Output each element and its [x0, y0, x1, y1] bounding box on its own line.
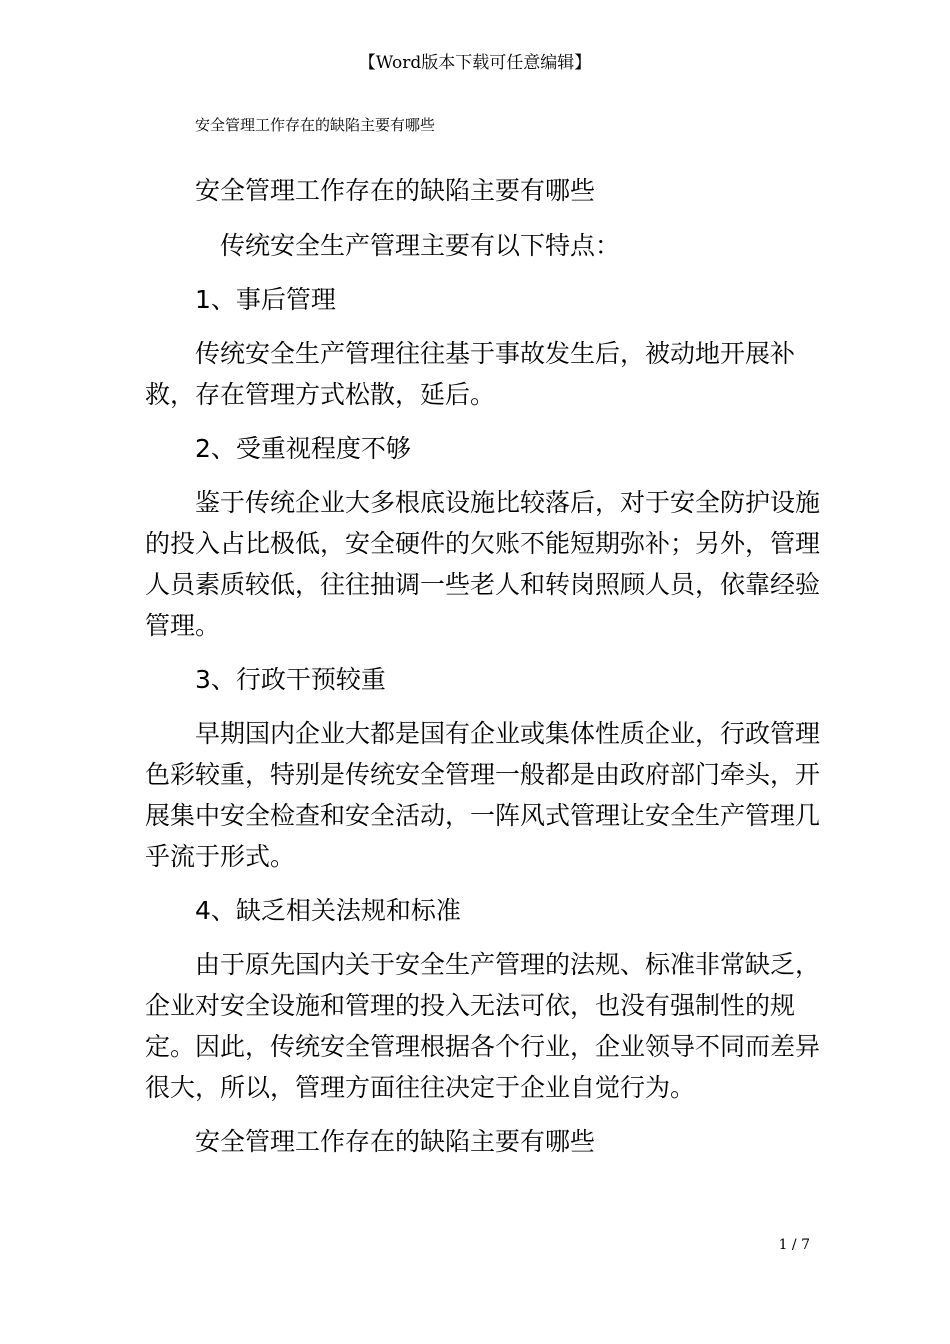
- section-paragraph: 早期国内企业大都是国有企业或集体性质企业，行政管理色彩较重，特别是传统安全管理一般都是由政府部门牵头，开展集中安全检查和安全活动，一阵风式管理让安全生产管理几乎流于形式。: [145, 719, 821, 871]
- section-heading: 1、事后管理: [195, 285, 336, 314]
- section-paragraph: 鉴于传统企业大多根底设施比较落后，对于安全防护设施的投入占比极低，安全硬件的欠账不能短期弥补；另外，管理人员素质较低，往往抽调一些老人和转岗照顾人员，依靠经验管理。: [145, 488, 821, 640]
- section-heading: 4、缺乏相关法规和标准: [195, 896, 461, 925]
- page-number: 1 / 7: [778, 1237, 810, 1253]
- section-paragraph: 传统安全生产管理往往基于事故发生后，被动地开展补救，存在管理方式松散，延后。: [145, 339, 796, 409]
- section-heading: 2、受重视程度不够: [195, 434, 411, 463]
- running-header: 安全管理工作存在的缺陷主要有哪些: [195, 116, 436, 134]
- closing-heading: 安全管理工作存在的缺陷主要有哪些: [195, 1127, 596, 1156]
- section-heading: 3、行政干预较重: [195, 665, 386, 694]
- intro-paragraph: 传统安全生产管理主要有以下特点：: [220, 231, 621, 260]
- document-body: [145, 170, 830, 1162]
- section-paragraph: 由于原先国内关于安全生产管理的法规、标准非常缺乏，企业对安全设施和管理的投入无法可依，也没有强制性的规定。因此，传统安全管理根据各个行业，企业领导不同而差异很大，所以，管理方面往往决定于企业自觉行为。: [145, 950, 821, 1102]
- document-title: 安全管理工作存在的缺陷主要有哪些: [195, 176, 596, 205]
- document-banner: 【Word版本下载可任意编辑】: [358, 53, 592, 73]
